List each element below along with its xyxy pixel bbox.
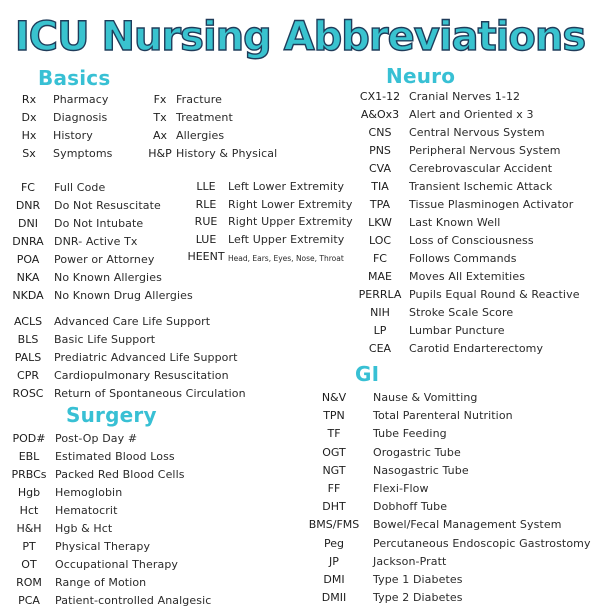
definition: Power or Attorney (54, 253, 155, 266)
list-item (0, 427, 600, 441)
definition: Type 1 Diabetes (373, 573, 463, 586)
definition: Hematocrit (55, 504, 118, 517)
abbreviation: Dx (21, 111, 37, 124)
list-item (0, 144, 600, 158)
abbreviation: Fx (153, 93, 167, 106)
abbreviation: ROM (16, 576, 42, 589)
abbreviation: LLE (196, 180, 216, 193)
definition: Alert and Oriented x 3 (409, 108, 534, 121)
definition: Total Parenteral Nutrition (373, 409, 513, 423)
definition: Bowel/Fecal Management System (373, 518, 562, 532)
list-item (0, 234, 600, 248)
list-item (0, 482, 600, 496)
abbreviation: Rx (21, 93, 37, 106)
abbreviation: NKDA (12, 289, 44, 302)
list-item (0, 591, 600, 605)
list-item (0, 162, 600, 176)
abbreviation: DMI (323, 573, 345, 586)
page-title: ICU Nursing Abbreviations (14, 14, 586, 60)
abbreviation: FF (327, 482, 341, 495)
abbreviation: ACLS (13, 315, 43, 328)
section-heading-neuro: Neuro (386, 64, 456, 88)
list-item (0, 252, 600, 266)
abbreviation: CNS (368, 126, 392, 139)
abbreviation: JP (329, 554, 339, 568)
definition: Nasogastric Tube (373, 463, 469, 477)
definition: Advanced Care Life Support (54, 315, 211, 328)
abbreviation: CVA (368, 162, 392, 175)
list-item (0, 342, 600, 356)
section-heading-basics: Basics (38, 66, 111, 90)
list-item (0, 108, 600, 122)
abbreviation: LKW (368, 216, 392, 229)
abbreviation: BLS (17, 333, 39, 346)
abbreviation: DHT (322, 500, 346, 514)
abbreviation: Tx (153, 111, 167, 124)
definition: Treatment (176, 111, 233, 124)
abbreviation: RUE (194, 215, 218, 228)
list-item (0, 288, 600, 302)
definition: Right Lower Extremity (228, 197, 353, 211)
definition: Hemoglobin (55, 486, 123, 499)
abbreviation: NKA (16, 271, 40, 284)
abbreviation: TIA (371, 180, 389, 193)
abbreviation: TPN (323, 409, 345, 423)
abbreviation: CPR (17, 369, 39, 382)
definition: Last Known Well (409, 216, 501, 229)
list-item (0, 573, 600, 587)
list-item (0, 270, 600, 284)
abbreviation: TPA (369, 198, 391, 211)
list-item (0, 464, 600, 478)
abbreviation: PRBCs (11, 468, 47, 481)
definition: Occupational Therapy (55, 558, 179, 571)
section-heading-gi: GI (355, 362, 380, 386)
definition: Moves All Extemities (409, 270, 526, 283)
list-item (0, 446, 600, 460)
definition: Return of Spontaneous Circulation (54, 387, 246, 400)
abbreviation: LUE (195, 232, 217, 246)
list-item (0, 90, 600, 104)
list-item (0, 537, 600, 551)
abbreviation: RLE (195, 197, 217, 211)
abbreviation: Ax (152, 129, 168, 142)
definition: Stroke Scale Score (409, 306, 514, 319)
definition: Right Upper Extremity (228, 215, 353, 228)
definition: Cerebrovascular Accident (409, 162, 553, 175)
definition: Tube Feeding (373, 427, 447, 441)
definition: Hgb & Hct (55, 522, 113, 535)
list-item (0, 369, 600, 383)
abbreviation: OGT (322, 445, 346, 459)
abbreviation: PNS (369, 144, 391, 157)
abbreviation: Hct (19, 504, 39, 517)
abbreviation: BMS/FMS (308, 518, 360, 532)
definition: Pharmacy (53, 93, 109, 106)
abbreviation: H&H (16, 522, 42, 535)
abbreviation: FC (372, 252, 387, 265)
abbreviation: FC (20, 181, 35, 194)
definition: Post-Op Day # (55, 432, 138, 445)
abbreviation: POD# (12, 432, 46, 445)
list-item (0, 126, 600, 140)
definition: History & Physical (176, 147, 278, 160)
abbreviation: EBL (18, 450, 40, 463)
definition: Diagnosis (53, 111, 108, 124)
abbreviation: PCA (18, 594, 40, 607)
definition: DNR- Active Tx (54, 235, 138, 248)
abbreviation: CX1-12 (359, 90, 401, 103)
definition: Tissue Plasminogen Activator (409, 198, 574, 211)
definition: Peripheral Nervous System (409, 144, 561, 157)
abbreviation: Hx (21, 129, 37, 142)
abbreviation: OT (21, 558, 37, 571)
abbreviation: A&Ox3 (360, 108, 400, 121)
definition: Jackson-Pratt (373, 554, 447, 568)
abbreviation: POA (16, 253, 40, 266)
list-item (0, 409, 600, 423)
definition: Transient Ischemic Attack (409, 180, 553, 193)
definition: Flexi-Flow (373, 482, 429, 495)
list-item (0, 324, 600, 338)
definition: No Known Drug Allergies (54, 289, 193, 302)
definition: Patient-controlled Analgesic (55, 594, 212, 607)
abbreviation: DNRA (12, 235, 44, 248)
abbreviation: H&P (148, 147, 172, 160)
definition: Allergies (176, 129, 225, 142)
definition: Estimated Blood Loss (55, 450, 175, 463)
definition: Do Not Intubate (54, 217, 144, 230)
definition: Symptoms (53, 147, 113, 160)
abbreviation: MAE (368, 270, 392, 283)
list-item (0, 198, 600, 212)
definition: Orogastric Tube (373, 445, 461, 459)
definition: Nause & Vomitting (373, 391, 478, 404)
definition: Follows Commands (409, 252, 517, 265)
definition: Lumbar Puncture (409, 324, 505, 337)
definition: Head, Ears, Eyes, Nose, Throat (228, 254, 344, 263)
abbreviation: LOC (368, 234, 392, 247)
abbreviation: NGT (322, 463, 346, 477)
abbreviation: PALS (14, 351, 42, 364)
definition: Cranial Nerves 1-12 (409, 90, 521, 103)
definition: Pupils Equal Round & Reactive (409, 288, 580, 301)
definition: Left Upper Extremity (228, 232, 345, 246)
definition: Prediatric Advanced Life Support (54, 351, 238, 364)
definition: Carotid Endarterectomy (409, 342, 544, 355)
definition: Left Lower Extremity (228, 180, 345, 193)
list-item (0, 391, 600, 405)
abbreviation: Peg (324, 536, 344, 550)
abbreviation: Sx (22, 147, 36, 160)
definition: Do Not Resuscitate (54, 199, 161, 212)
definition: Packed Red Blood Cells (55, 468, 185, 481)
abbreviation: CEA (368, 342, 392, 355)
list-item (0, 180, 600, 194)
abbreviation: NIH (370, 306, 390, 319)
definition: History (53, 129, 93, 142)
list-item (0, 306, 600, 320)
list-item (0, 518, 600, 532)
definition: Full Code (54, 181, 106, 194)
list-item (0, 500, 600, 514)
abbreviation: PERRLA (358, 288, 402, 301)
definition: Dobhoff Tube (373, 500, 448, 514)
abbreviation: ROSC (12, 387, 44, 400)
definition: Basic Life Support (54, 333, 156, 346)
list-item (0, 555, 600, 569)
abbreviation: N&V (321, 391, 347, 404)
definition: Physical Therapy (55, 540, 151, 553)
definition: Fracture (176, 93, 222, 106)
abbreviation: DMII (321, 591, 347, 605)
list-item (0, 216, 600, 230)
abbreviation: Hgb (17, 486, 41, 499)
definition: Central Nervous System (409, 126, 545, 139)
definition: No Known Allergies (54, 271, 162, 284)
abbreviation: DNR (15, 199, 41, 212)
abbreviation: DNI (18, 217, 38, 230)
definition: Range of Motion (55, 576, 147, 589)
section-heading-surgery: Surgery (66, 403, 157, 427)
definition: Cardiopulmonary Resuscitation (54, 369, 229, 382)
abbreviation: LP (373, 324, 387, 337)
definition: Percutaneous Endoscopic Gastrostomy (373, 536, 591, 550)
definition: Type 2 Diabetes (373, 591, 463, 605)
abbreviation: PT (22, 540, 36, 553)
definition: Loss of Consciousness (409, 234, 534, 247)
abbreviation: HEENT (187, 250, 225, 263)
abbreviation: TF (327, 427, 341, 441)
